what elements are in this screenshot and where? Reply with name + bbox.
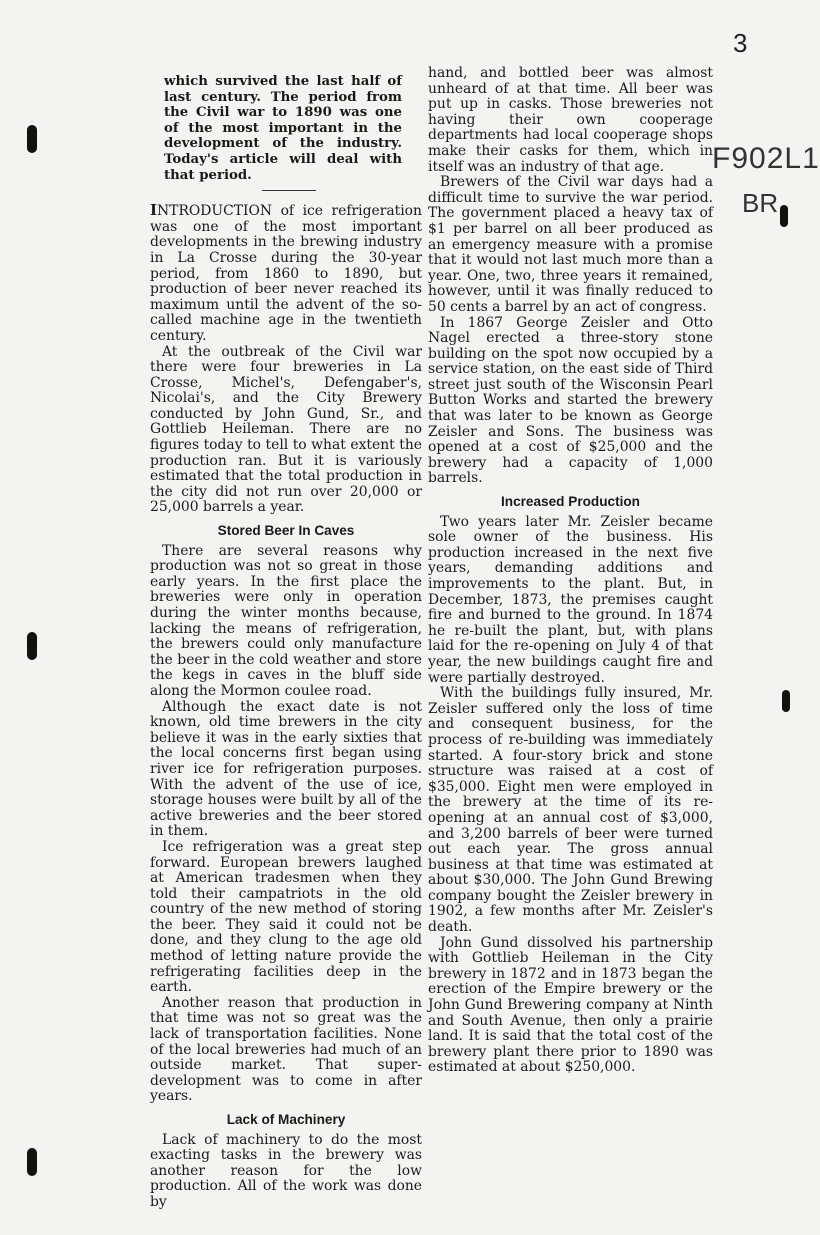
paragraph: Ice refrigeration was a great step forward. European brewers laughed at American tradesmen when they told their campatriots in the old country of the new method of storing the beer. They said it could not be done, and they clung to the age old method of letting nature provide the refrigerating facilities deep in the earth.: [150, 838, 422, 996]
paragraph: At the outbreak of the Civil war there were four breweries in La Crosse, Michel's, Defengaber's, Nicolai's, and the City Brewery conducted by John Gund, Sr., and Gottlieb Heileman. There are no figures today to tell to what extent the production ran. But it is variously estimated that the total production in the city did not run over 20,000 or 25,000 barrels a year.: [150, 343, 422, 516]
subheading: Increased Production: [501, 494, 640, 510]
binder-hole-mark: [782, 690, 790, 712]
drop-cap: I: [150, 201, 158, 220]
paragraph: With the buildings fully insured, Mr. Zeisler suffered only the loss of time and consequent business, for the process of re-building was immediately started. A four-story brick and stone structure was raised at a cost of $35,000. Eight men were employed in the brewery at the time of its re-opening at an annual cost of $3,000, and 3,200 barrels of beer were turned out each year. The gross annual business at that time was estimated at about $30,000. The John Gund Brewing company bought the Zeisler brewery in 1902, a few months after Mr. Zeisler's death.: [428, 685, 713, 936]
handwritten-initials: BR: [742, 188, 779, 218]
paragraph-text: NTRODUCTION of ice refrigeration was one of the most important developments in the brewing industry in La Crosse during the 30-year period, from 1860 to 1890, but production of beer never reached its maximum until the advent of the so-called machine age in the twentieth century.: [150, 203, 422, 344]
paragraph: hand, and bottled beer was almost unheard of at that time. All beer was put up in casks. Those breweries not having their own cooperage departments had local cooperage shops make their casks for them, which in itself was an industry of that age.: [428, 65, 713, 175]
paragraph: [150, 203, 422, 344]
paragraph: Although the exact date is not known, old time brewers in the city believe it was in the early sixties that the local concerns first began using river ice for refrigeration purposes. With the advent of the use of ice, storage houses were built by all of the active breweries and the beer stored in them.: [150, 698, 422, 840]
paragraph: Brewers of the Civil war days had a difficult time to survive the war period. The government placed a heavy tax of $1 per barrel on all beer produced as an emergency measure with a promise that it would not last much more than a year. One, two, three years it remained, however, until it was finally reduced to 50 cents a barrel by an act of congress.: [428, 174, 713, 315]
handwritten-catalog-mark: F902L1: [712, 142, 820, 175]
section-divider: [262, 190, 316, 191]
article-column-left: [150, 74, 422, 1211]
binder-hole-mark: [27, 632, 37, 660]
article-column-right: [428, 66, 713, 1076]
paragraph: Two years later Mr. Zeisler became sole owner of the business. His production increased in the next five years, demanding additions and improvements to the plant. But, in December, 1873, the premises caught fire and burned to the ground. In 1874 he re-built the plant, but, with plans laid for the re-opening on July 4 of that year, the new buildings caught fire and were partially destroyed.: [428, 513, 713, 686]
paragraph: Another reason that production in that time was not so great was the lack of transportation facilities. None of the local breweries had much of an outside market. That super-development was to come in after years.: [150, 994, 422, 1105]
intro-note-text: which survived the last half of last century. The period from the Civil war to 1890 was one of the most important in the development of the industry. Today's article will deal with that period.: [164, 74, 402, 183]
binder-hole-mark: [27, 1148, 37, 1176]
paragraph: There are several reasons why production was not so great in those early years. In the first place the breweries were only in operation during the winter months because, lacking the means of refrigeration, the brewers could only manufacture the beer in the cold weather and store the kegs in caves in the bluff side along the Mormon coulee road.: [150, 542, 422, 699]
subheading: Lack of Machinery: [226, 1112, 346, 1127]
paragraph: John Gund dissolved his partnership with Gottlieb Heileman in the City brewery in 1872 and in 1873 began the erection of the Empire brewery or the John Gund Brewering company at Ninth and South Avenue, then only a prairie land. It is said that the total cost of the brewery plant there prior to 1890 was estimated at about $250,000.: [428, 934, 713, 1076]
intro-note: [150, 74, 422, 183]
subheading: Stored Beer In Caves: [217, 523, 355, 539]
paragraph: Lack of machinery to do the most exacting tasks in the brewery was another reason for the low production. All of the work was done by: [150, 1131, 422, 1210]
binder-hole-mark: [780, 205, 788, 227]
page-number: 3: [733, 28, 748, 58]
paragraph: In 1867 George Zeisler and Otto Nagel erected a three-story stone building on the spot now occupied by a service station, on the east side of Third street just south of the Wisconsin Pearl Button Works and started the brewery that was later to be known as George Zeisler and Sons. The business was opened at a cost of $25,000 and the brewery had a capacity of 1,000 barrels.: [428, 314, 713, 487]
binder-hole-mark: [27, 125, 37, 153]
